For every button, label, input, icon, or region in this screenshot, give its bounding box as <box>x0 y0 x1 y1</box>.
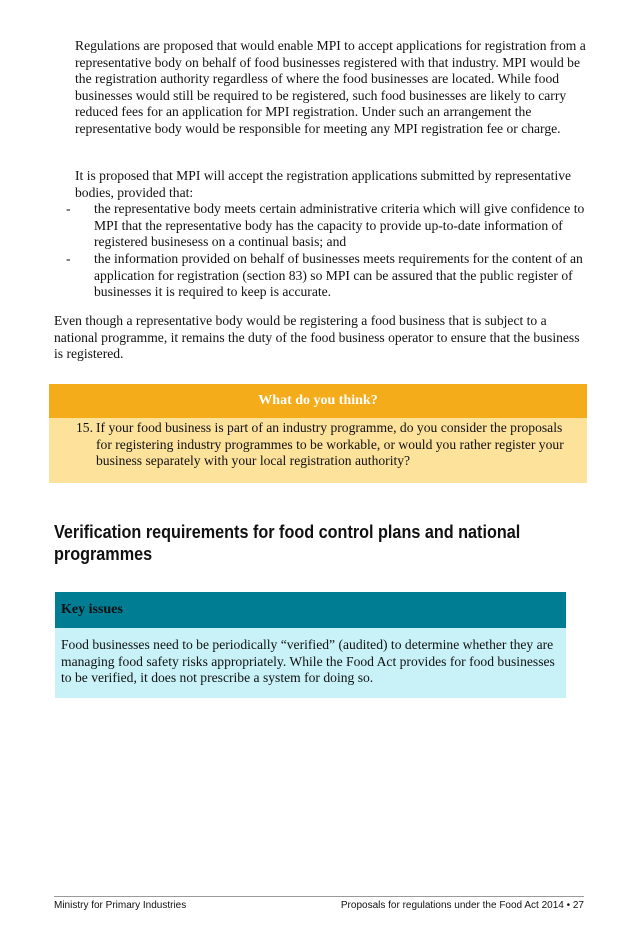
list-item <box>66 201 590 251</box>
what-do-you-think-box <box>49 384 587 483</box>
conditions-list <box>66 201 590 301</box>
list-item-text: the information provided on behalf of businesses meets requirements for the content of an application for registration (section 83) so MPI can be assured that the public register of businesses it is required to keep is accurate. <box>94 250 583 300</box>
question-text: If your food business is part of an industry programme, do you consider the proposals for registering industry programmes to be workable, or would you rather register your business separately with your local registration authority? <box>96 420 564 469</box>
footer-document-title-page: Proposals for regulations under the Food Act 2014 • 27 <box>340 900 584 911</box>
list-item-text: the representative body meets certain administrative criteria which will give confidence to MPI that the representative body has the capacity to provide up-to-date information of registered businesess on a continual basis; and <box>94 201 585 250</box>
footer-publisher: Ministry for Primary Industries <box>54 900 187 911</box>
question-number: 15. <box>76 420 93 435</box>
what-do-you-think-header: What do you think? <box>49 384 587 418</box>
key-issues-header: Key issues <box>55 592 566 628</box>
key-issues-box <box>55 592 566 698</box>
bullet-dash: - <box>66 250 71 266</box>
section-heading: Verification requirements for food control plans and national programmes <box>54 522 521 564</box>
bullet-dash: - <box>66 201 71 217</box>
consultation-question <box>76 420 581 470</box>
conditions-intro: It is proposed that MPI will accept the registration applications submitted by representative bodies, provided that: <box>75 168 572 200</box>
body-paragraph-conditions <box>66 168 590 301</box>
body-paragraph-duty: Even though a representative body would be registering a food business that is subject to a national programme, it remains the duty of the food business operator to ensure that the business is registered. <box>54 313 580 362</box>
key-issues-text: Food businesses need to be periodically “verified” (audited) to determine whether they are managing food safety risks appropriately. While the Food Act provides for food businesses to be verified, it does not prescribe a system for doing so. <box>61 637 555 686</box>
footer-divider <box>54 896 584 897</box>
list-item <box>66 250 590 301</box>
body-paragraph-registration: Regulations are proposed that would enable MPI to accept applications for registration from a representative body on behalf of food businesses registered with that industry. MPI would be the registration authority regardless of where the food businesses are located. While food businesses would still be required to be registered, such food businesses are likely to carry reduced fees for an application for MPI registration. Under such an arrangement the representative body would be responsible for meeting any MPI registration fee or charge. <box>75 38 586 136</box>
